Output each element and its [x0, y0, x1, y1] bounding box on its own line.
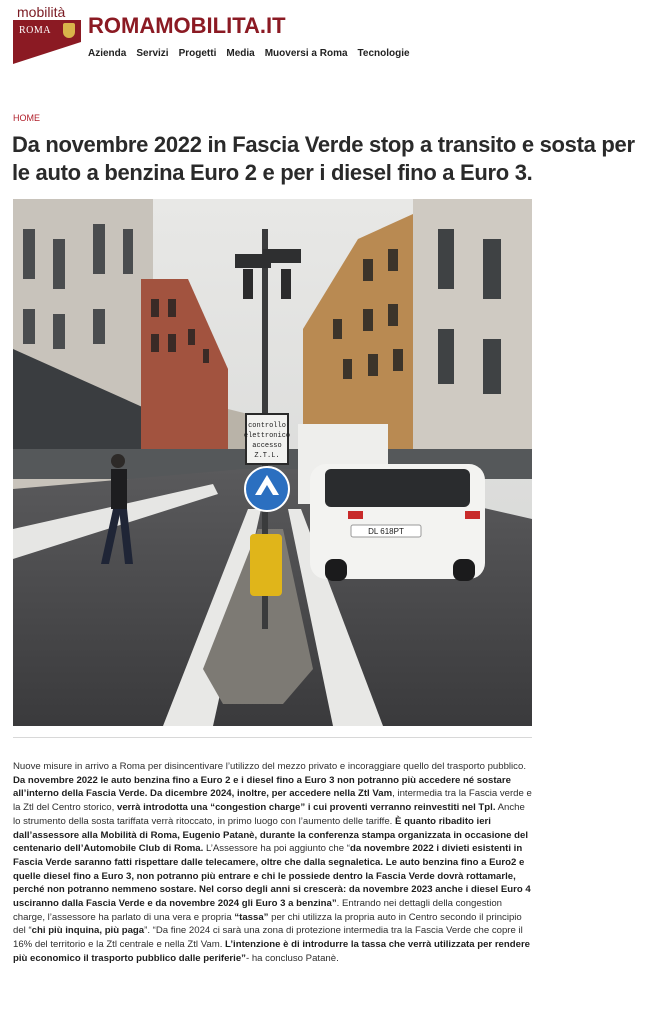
article-body	[13, 760, 532, 966]
body-text-segment: Anche lo strumento della sosta tariffata verrà ritoccato, in primo luogo con l’aumento delle tariffe.	[13, 802, 525, 827]
logo-tail	[13, 42, 81, 64]
body-text-segment: per chi utilizza la propria auto in Centro secondo il principio del “	[13, 911, 522, 937]
body-bold-segment: da novembre 2022 i divieti esistenti in Fascia Verde saranno fatti rispettare dalle telecamere, oltre che dalla segnaletica. Le auto benzina fino a Euro2 e quelle diesel fino a Euro 3, non potranno più entrare e chi le possiede dentro la Fascia Verde dovrà rottamarle, perché non potranno nemmeno sostare. Nel corso degli anni si crescerà: da novembre 2023 anche i diesel Euro 4 usciranno dalla Fascia Verde e da novembre 2024 gli Euro 3 a benzina”	[13, 843, 531, 910]
body-bold-segment: È quanto ribadito ieri dall’assessore alla Mobilità di Roma, Eugenio Patanè, durante la conferenza stampa organizzata in occasione del centenario dell’Automobile Club di Roma.	[13, 815, 529, 855]
body-bold-segment: chi più inquina, più paga	[31, 925, 145, 937]
nav-item-tecnologie[interactable]: Tecnologie	[357, 48, 410, 59]
logo-roma-text: ROMA	[19, 25, 52, 36]
main-nav	[88, 48, 410, 59]
body-text-segment: L’Assessore ha poi aggiunto che “	[203, 843, 350, 855]
keep-right-sign-icon	[245, 467, 289, 511]
nav-item-muoversi-a-roma[interactable]: Muoversi a Roma	[264, 48, 348, 59]
site-name[interactable]: ROMAMOBILITA.IT	[88, 13, 286, 38]
site-logo[interactable]	[13, 4, 81, 64]
street-scene-image	[13, 199, 532, 726]
sign-line-3: accesso	[252, 442, 282, 450]
article-photo	[13, 199, 532, 726]
sign-line-4: Z.T.L.	[254, 452, 280, 460]
crest-icon	[63, 23, 75, 38]
logo-wordmark: mobilità	[17, 4, 66, 20]
body-text-segment: Nuove misure in arrivo a Roma per disincentivare l’utilizzo del mezzo privato e incoraggiare quello del trasporto pubblico.	[13, 761, 526, 772]
nav-item-servizi[interactable]: Servizi	[136, 48, 169, 59]
body-bold-segment: verrà introdotta una “congestion charge” i cui proventi verranno reinvestiti nel Tpl.	[116, 802, 496, 814]
body-text-segment: - ha concluso Patanè.	[245, 952, 339, 964]
sign-line-1: controllo	[248, 422, 286, 430]
breadcrumb-home[interactable]: HOME	[13, 113, 40, 123]
license-plate: DL 618PT	[368, 527, 404, 536]
nav-item-media[interactable]: Media	[226, 48, 255, 59]
section-divider	[13, 737, 532, 738]
body-bold-segment: Da novembre 2022 le auto benzina fino a Euro 2 e i diesel fino a Euro 3 non potranno più accedere né sostare all’interno della Fascia Verde. Da dicembre 2024, inoltre, per accedere nella Ztl Vam	[13, 774, 511, 800]
body-bold-segment: “tassa”	[234, 911, 269, 923]
body-text-segment: ”. “Da fine 2024 ci sarà una zona di protezione intermedia tra la Fascia Verde che copre il 16% del territorio e la Ztl centrale e nella Ztl Vam.	[13, 925, 523, 951]
sign-line-2: elettronico	[243, 432, 291, 440]
nav-item-azienda[interactable]: Azienda	[88, 48, 127, 59]
logo-band	[13, 20, 81, 42]
body-bold-segment: L’intenzione è di introdurre la tassa che verrà utilizzata per rendere più economico il trasporto pubblico dalle periferie”	[13, 939, 531, 964]
body-text-segment: . Entrando nei dettagli della congestion charge, l’assessore ha parlato di una vera e propria	[13, 898, 502, 923]
article-title: Da novembre 2022 in Fascia Verde stop a transito e sosta per le auto a benzina Euro 2 e per i diesel fino a Euro 3.	[12, 132, 635, 185]
nav-item-progetti[interactable]: Progetti	[178, 48, 217, 59]
body-text-segment: , intermedia tra la Fascia verde e la Ztl del Centro storico,	[13, 788, 532, 814]
